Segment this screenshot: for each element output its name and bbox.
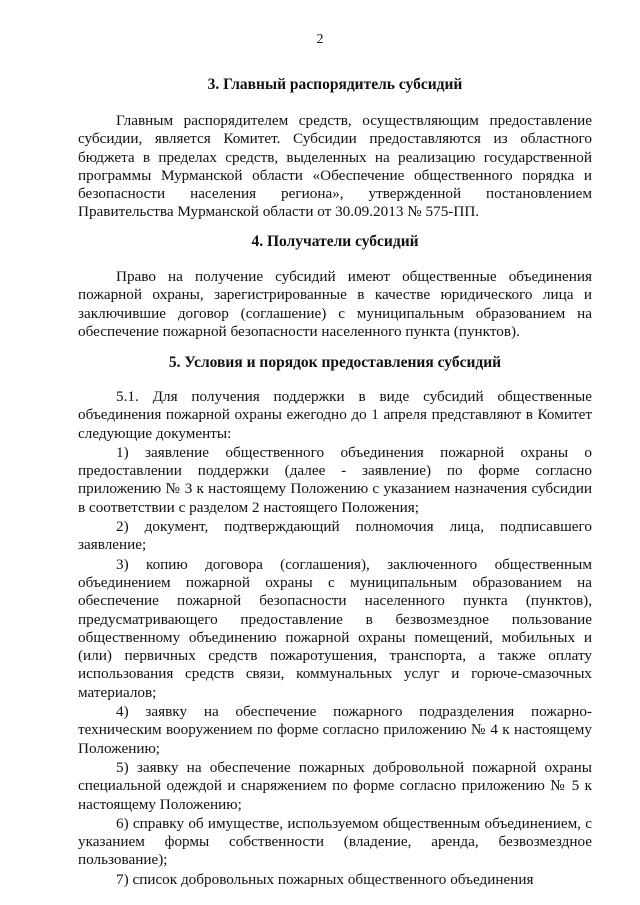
section-5-body [78,388,592,890]
list-item-7: 7) список добровольных пожарных общественного объединения [116,870,534,888]
list-item-5: 5) заявку на обеспечение пожарных добровольной пожарной охраны специальной одеждой и снаряжением по форме согласно приложению № 5 к настоящему Положению; [78,758,592,813]
list-item-3: 3) копию договора (соглашения), заключенного общественным объединением пожарной охраны с муниципальным образованием на обеспечение пожарной безопасности населенного пункта (пунктов), предусматривающего предоставление в безвозмездное пользование общественному объединению пожарной охраны помещений, мобильных и (или) первичных средств пожаротушения, транспорта, а также оплату использования средств связи, коммунальных услуг и горюче-смазочных материалов; [78,555,592,701]
list-item-6: 6) справку об имуществе, используемом общественным объединением, с указанием формы собственности (владение, аренда, безвозмездное пользование); [78,814,592,869]
section-4-paragraph: Право на получение субсидий имеют общественные объединения пожарной охраны, зарегистрированные в качестве юридического лица и заключившие договор (соглашение) с муниципальным образованием на обеспечение пожарной безопасности населенного пункта (пунктов). [78,268,592,340]
list-item-1: 1) заявление общественного объединения пожарной охраны о предоставлении поддержки (далее - заявление) по форме согласно приложению № 3 к настоящему Положению с указанием назначения субсидии в соответствии с разделом 2 настоящего Положения; [78,443,592,516]
page-number: 2 [316,32,324,47]
section-3-body [78,112,592,222]
list-item-4: 4) заявку на обеспечение пожарного подразделения пожарно-техническим вооружением по форме согласно приложению № 4 к настоящему Положению; [78,703,592,757]
section-3-paragraph: Главным распорядителем средств, осуществляющим предоставление субсидии, является Комитет. Субсидии предоставляются из областного бюджета в пределах средств, выделенных на реализацию государственной программы Мурманской области «Обеспечение общественного порядка и безопасности населения региона», утвержденной постановлением Правительства Мурманской области от 30.09.2013 № 575-ПП. [78,112,592,221]
paragraph-5-1: 5.1. Для получения поддержки в виде субсидий общественные объединения пожарной охраны ежегодно до 1 апреля представляют в Комитет следующие документы: [78,388,592,442]
list-item-2: 2) документ, подтверждающий полномочия лица, подписавшего заявление; [78,518,592,554]
section-5-title: 5. Условия и порядок предоставления субсидий [168,354,502,371]
section-3-title: 3. Главный распорядитель субсидий [207,76,463,93]
section-4-title: 4. Получатели субсидий [251,233,419,250]
section-4-body [78,268,592,341]
